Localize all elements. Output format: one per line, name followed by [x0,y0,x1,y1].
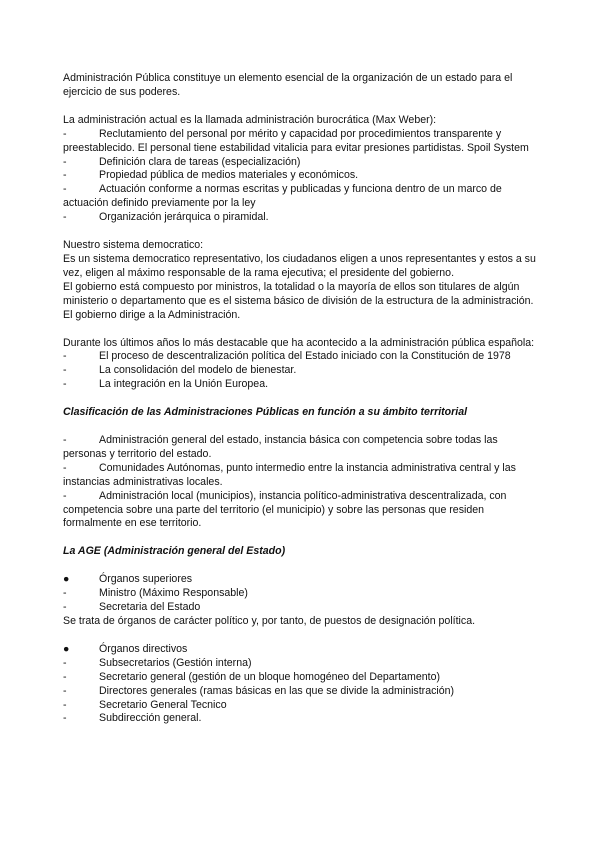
list-item: - Directores generales (ramas básicas en las que se divide la administración) [63,684,455,697]
age-heading: La AGE (Administración general del Estado) [63,545,286,558]
list-item: - La integración en la Unión Europea. [63,378,269,391]
bullet-icon: ● [63,573,70,586]
bullet-item: ● Órganos superiores [63,573,193,586]
list-item: - Subsecretarios (Gestión interna) [63,656,252,669]
list-item: - Ministro (Máximo Responsable) [63,587,248,600]
burocratica-lead: La administración actual es la llamada administración burocrática (Max Weber): [63,113,437,126]
sistema-lead: Nuestro sistema democratico: [63,239,204,252]
sistema-p2: El gobierno está compuesto por ministros, la totalidad o la mayoría de ellos son titulares de algún ministerio o departamento que es el sistema básico de división de la estructura de la administración. [63,280,534,307]
clasificacion-heading: Clasificación de las Administraciones Públicas en función a su ámbito territorial [63,406,468,419]
list-item: - Secretario general (gestión de un bloque homogéneo del Departamento) [63,670,440,683]
list-item: - Secretaria del Estado [63,601,201,614]
dash: - [63,127,67,140]
sistema-p1: Es un sistema democratico representativo, los ciudadanos eligen a unos representantes y estos a su vez, eligen al máximo responsable de la rama ejecutiva; el presidente del gobierno. [63,252,536,279]
intro-paragraph: Administración Pública constituye un elemento esencial de la organización de un estado para el ejercicio de sus poderes. [63,72,513,98]
bullet-item: ● Órganos directivos [63,642,188,655]
list-item: - Comunidades Autónomas, punto intermedio entre la instancia administrativa central y las instancias administrativas locales. [63,461,516,488]
superiores-note: Se trata de órganos de carácter político y, por tanto, de puestos de designación política. [63,615,476,627]
ultimos-lead: Durante los últimos años lo más destacable que ha acontecido a la administración pública española: [63,336,535,349]
document-page [63,72,543,726]
list-item: - Definición clara de tareas (especialización) [63,155,301,168]
sistema-p3: El gobierno dirige a la Administración. [63,308,241,321]
list-item: - Actuación conforme a normas escritas y publicadas y funciona dentro de un marco de actuación definido previamente por la ley [63,183,502,210]
list-item: - Propiedad pública de medios materiales y económicos. [63,169,359,182]
list-item: - El proceso de descentralización política del Estado iniciado con la Constitución de 1978 [63,350,511,363]
list-item: - Reclutamiento del personal por mérito y capacidad por procedimientos transparente y preestablecido. El personal tiene estabilidad vitalicia para evitar presiones partidistas. Spoil System [63,127,529,154]
list-item: - La consolidación del modelo de bienestar. [63,364,297,377]
list-item: - Secretario General Tecnico [63,698,227,711]
list-item: - Organización jerárquica o piramidal. [63,211,269,224]
bullet-icon: ● [63,642,70,655]
list-item: - Administración local (municipios), instancia político-administrativa descentralizada, con competencia sobre una parte del territorio (el municipio) y sobre las personas que residen formalmente en ese territorio. [63,489,507,530]
list-item: - Subdirección general. [63,712,202,725]
list-item: - Administración general del estado, instancia básica con competencia sobre todas las personas y territorio del estado. [63,434,498,460]
